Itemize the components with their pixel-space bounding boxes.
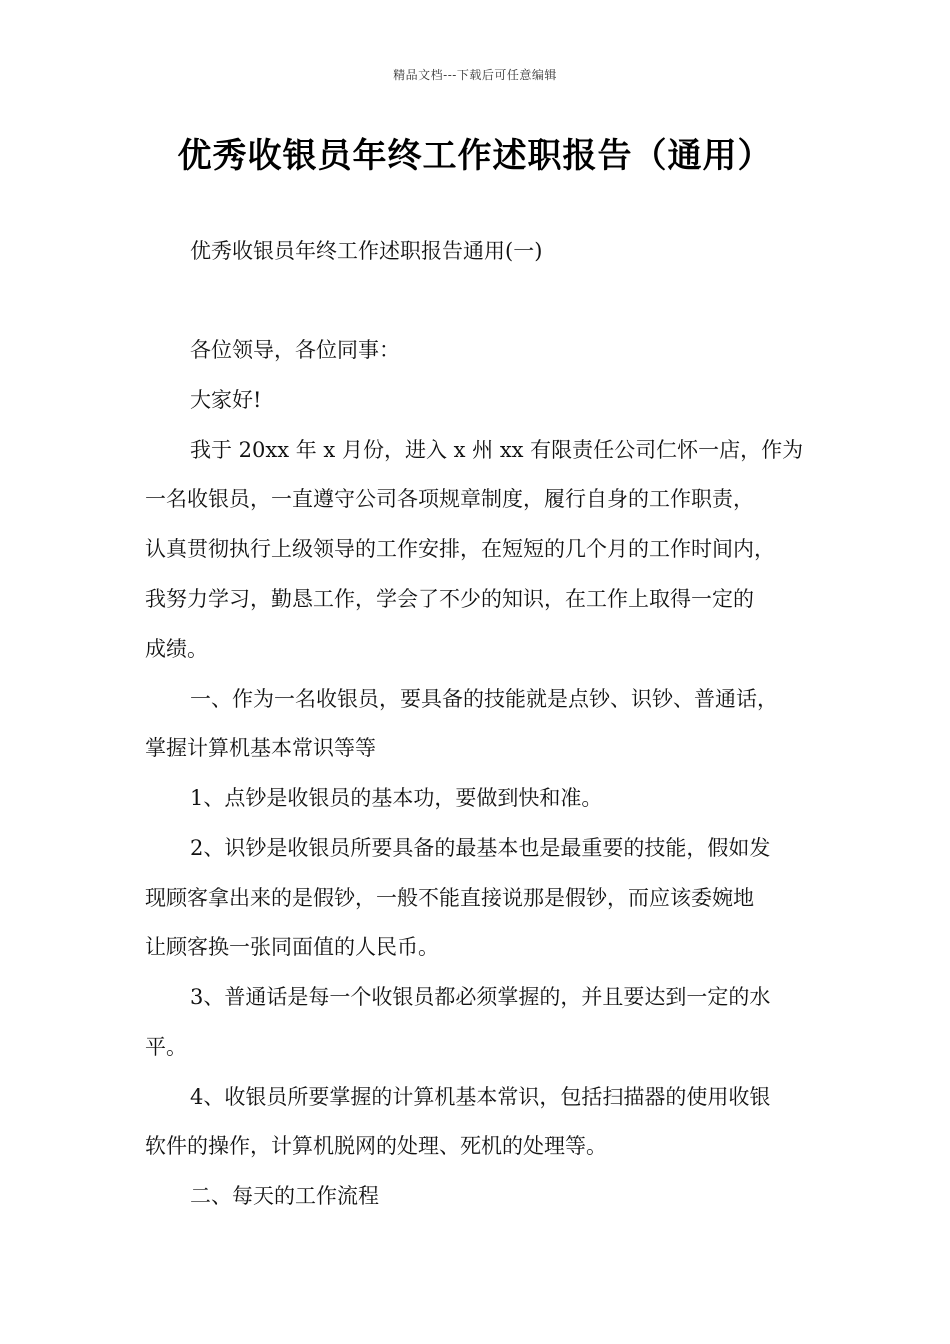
paragraph-line: 现顾客拿出来的是假钞，一般不能直接说那是假钞，而应该委婉地 bbox=[145, 886, 754, 910]
paragraph-line: 1、点钞是收银员的基本功，要做到快和准。 bbox=[190, 786, 603, 810]
paragraph-line: 4、收银员所要掌握的计算机基本常识，包括扫描器的使用收银 bbox=[190, 1085, 771, 1109]
salutation: 各位领导，各位同事： bbox=[190, 338, 400, 362]
paragraph-line: 我于 20xx 年 x 月份，进入 x 州 xx 有限责任公司仁怀一店，作为 bbox=[190, 438, 804, 462]
section-heading: 二、每天的工作流程 bbox=[190, 1184, 379, 1208]
paragraph-line: 掌握计算机基本常识等等 bbox=[145, 736, 376, 760]
paragraph-line: 3、普通话是每一个收银员都必须掌握的，并且要达到一定的水 bbox=[190, 985, 771, 1009]
paragraph-line: 成绩。 bbox=[145, 637, 208, 661]
paragraph-line: 2、识钞是收银员所要具备的最基本也是最重要的技能，假如发 bbox=[190, 836, 771, 860]
greeting: 大家好! bbox=[190, 388, 262, 412]
paragraph-line: 软件的操作，计算机脱网的处理、死机的处理等。 bbox=[145, 1134, 607, 1158]
paragraph-line: 平。 bbox=[145, 1035, 187, 1059]
document-title: 优秀收银员年终工作述职报告（通用） bbox=[177, 136, 773, 176]
paragraph-line: 认真贯彻执行上级领导的工作安排，在短短的几个月的工作时间内， bbox=[145, 537, 775, 561]
paragraph-line: 让顾客换一张同面值的人民币。 bbox=[145, 935, 439, 959]
paragraph-line: 一、作为一名收银员，要具备的技能就是点钞、识钞、普通话， bbox=[190, 687, 778, 711]
paragraph-line: 一名收银员，一直遵守公司各项规章制度，履行自身的工作职责， bbox=[145, 487, 754, 511]
paragraph-line: 我努力学习，勤恳工作，学会了不少的知识，在工作上取得一定的 bbox=[145, 587, 754, 611]
header-note: 精品文档---下载后可任意编辑 bbox=[393, 68, 557, 82]
document-subtitle: 优秀收银员年终工作述职报告通用(一) bbox=[190, 239, 543, 263]
